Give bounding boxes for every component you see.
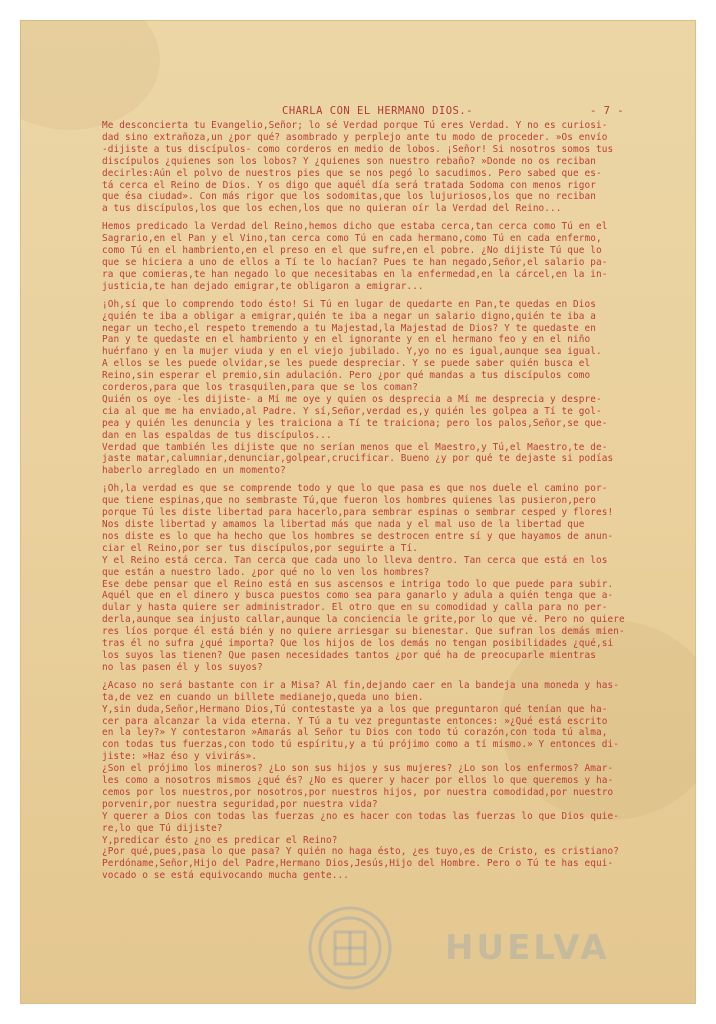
text-line: ¿Son el prójimo los mineros? ¿Lo son sus hijos y sus mujeres? ¿Lo son los enfermos? Amar-: [102, 763, 614, 775]
text-line: res líos porque él está bién y no quiere arriesgar su bienestar. Que sufran los demás mien-: [102, 626, 625, 638]
paragraph: [102, 680, 676, 882]
text-line: Y,sin duda,Señor,Hermano Dios,Tú contestaste ya a los que preguntaron qué tenían que ha-: [102, 703, 608, 715]
paragraph: [102, 299, 676, 478]
paragraph: [102, 221, 676, 292]
text-line: jaste matar,calumniar,denunciar,golpear,crucificar. Bueno ¿y por qué te dejaste si podías: [102, 453, 614, 465]
text-line: dular y hasta quiere ser administrador. El otro que en su comodidad y calla para no per-: [102, 602, 608, 614]
document-body: [102, 120, 676, 888]
text-line: ¡Oh,sí que lo comprendo todo ésto! Si Tú en lugar de quedarte en Pan,te quedas en Dios: [102, 298, 597, 310]
text-line: Verdad que también les dijiste que no serían menos que el Maestro,y Tú,el Maestro,te de-: [102, 441, 608, 453]
paper-stain: [20, 20, 160, 130]
watermark-text: HUELVA: [445, 928, 610, 968]
text-line: haberlo arreglado en un momento?: [102, 465, 286, 477]
text-line: no las pasen él y los suyos?: [102, 661, 263, 673]
text-line: dad sino extrañoza,un ¿por qué? asombrado y perplejo ante tu modo de proceder. »Os envío: [102, 131, 608, 143]
text-line: negar un techo,el respeto tremendo a tu Majestad,la Majestad de Dios? Y te quedaste en: [102, 322, 597, 334]
text-line: tá cerca el Reino de Dios. Y os digo que aquél día será tratada Sodoma con menos rigor: [102, 179, 597, 191]
text-line: tras él no sufra ¿qué importa? Que los hijos de los demás no tengan posibilidades ¿qué,si: [102, 638, 614, 650]
text-line: ¡Oh,la verdad es que se comprende todo y que lo que pasa es que nos duele el camino por-: [102, 483, 608, 495]
archive-seal-icon: [305, 900, 395, 996]
text-line: ¿quién te iba a obligar a emigrar,quién te iba a negar un salario digno,quién te iba a: [102, 310, 597, 322]
text-line: Hemos predicado la Verdad del Reino,hemos dicho que estaba cerca,tan cerca como Tú en el: [102, 221, 608, 233]
text-line: vocado o se está equivocando mucha gente...: [102, 870, 350, 882]
text-line: Sagrario,en el Pan y el Vino,tan cerca como Tú en cada hermano,como Tú en cada enfermo,: [102, 233, 602, 245]
text-line: porque Tú les diste libertad para hacerlo,para sembrar espinas o sembrar cesped y flores!: [102, 507, 614, 519]
paragraph: [102, 483, 676, 674]
text-line: Aquél que en el dinero y busca puestos como sea para ganarlo y adula a quién tenga que a-: [102, 590, 614, 602]
text-line: Quién os oye -les dijiste- a Mí me oye y quien os desprecia a Mí me desprecia y despre-: [102, 393, 602, 405]
text-line: ¿Por qué,pues,pasa lo que pasa? Y quién no haga ésto, ¿es tuyo,es de Cristo, es cristiano?: [102, 846, 619, 858]
text-line: ¿Acaso no será bastante con ir a Misa? Al fin,dejando caer en la bandeja una moneda y has-: [102, 679, 619, 691]
text-line: derla,aunque sea injusto callar,aunque la conciencia le grite,por lo que vé. Pero no quiere: [102, 614, 625, 626]
text-line: dan en las espaldas de tus discípulos...: [102, 429, 332, 441]
archive-watermark: [305, 900, 685, 1000]
text-line: cemos por los nuestros,por nosotros,por nuestros hijos, por nuestra comodidad,por nuestro: [102, 786, 614, 798]
text-line: Me desconcierta tu Evangelio,Señor; lo sé Verdad porque Tú eres Verdad. Y no es curiosi-: [102, 120, 608, 131]
text-line: Y el Reino está cerca. Tan cerca que cada uno lo lleva dentro. Tan cerca que está en los: [102, 554, 608, 566]
text-line: Y querer a Dios con todas las fuerzas ¿no es hacer con todas las fuerzas lo que Dios quie-: [102, 810, 619, 822]
text-line: cia al que me ha enviado,al Padre. Y sí,Señor,verdad es,y quién les golpea a Tí te gol-: [102, 405, 602, 417]
text-line: pea y quién les denuncia y les traiciona a Tí te traiciona; pero los palos,Señor,se que-: [102, 417, 608, 429]
text-line: ra que comieras,te han negado lo que necesitabas en la enfermedad,en la cárcel,en la in-: [102, 268, 608, 280]
text-line: Ese debe pensar que el Reino está en sus ascensos e intriga todo lo que puede para subir.: [102, 578, 614, 590]
text-line: discípulos ¿quienes son los lobos? Y ¿quienes son nuestro rebaño? »Donde no os reciban: [102, 155, 597, 167]
document-page: [20, 20, 696, 1004]
document-title: CHARLA CON EL HERMANO DIOS.-: [282, 105, 474, 117]
text-line: nos diste es lo que ha hecho que los hombres se destrocen entre sí y que hayamos de anun-: [102, 530, 614, 542]
text-line: les como a nosotros mismos ¿qué és? ¿No es querer y hacer por ellos lo que queremos y ha-: [102, 775, 614, 787]
text-line: ciar el Reino,por ser tus discípulos,por seguirte a Tí.: [102, 542, 418, 554]
text-line: cer para alcanzar la vida eterna. Y Tú a tu vez preguntaste entonces: »¿Qué está escrito: [102, 715, 608, 727]
text-line: como Tú en el hambriento,en el preso en el que sufre,en el pobre. ¿No dijiste Tú que lo: [102, 245, 602, 257]
text-line: que tiene espinas,que no sembraste Tú,que fueron los hombres quienes las pusieron,pero: [102, 495, 597, 507]
text-line: que ésa ciudad». Con más rigor que los sodomitas,que los lujuriosos,los que no reciban: [102, 191, 597, 203]
text-line: en la ley?» Y contestaron »Amarás al Señor tu Dios con todo tú corazón,con toda tú alma,: [102, 727, 608, 739]
text-line: porvenir,por nuestra seguridad,por nuestra vida?: [102, 798, 378, 810]
text-line: que están a nuestro lado. ¿por qué no lo ven los hombres?: [102, 566, 430, 578]
page-number: - 7 -: [590, 105, 625, 117]
text-line: a tus discípulos,los que los echen,los que no quieran oír la Verdad del Reino...: [102, 203, 562, 215]
text-line: Reino,sin esperar el premio,sin adulación. Pero ¿por qué mandas a tus discípulos como: [102, 370, 591, 382]
text-line: justicia,te han dejado emigrar,te obligaron a emigrar...: [102, 280, 424, 292]
text-line: huérfano y en la mujer viuda y en el viejo jubilado. Y,yo no es igual,aunque sea igual.: [102, 346, 602, 358]
paragraph: [102, 120, 676, 215]
text-line: decirles:Aún el polvo de nuestros pies que se nos pegó lo sacudimos. Pero sabed que es-: [102, 167, 602, 179]
text-line: los suyos las tienen? Que pasen necesidades tantos ¿por qué ha de preocuparle mientras: [102, 649, 597, 661]
text-line: ta,de vez en cuando un billete medianejo,queda uno bien.: [102, 691, 424, 703]
text-line: que se hiciera a uno de ellos a Tí te lo hacían? Pues te han negado,Señor,el salario pa-: [102, 256, 608, 268]
text-line: re,lo que Tú dijiste?: [102, 822, 223, 834]
text-line: -dijiste a tus discípulos- como corderos en medio de lobos. ¡Señor! Si nosotros somos tus: [102, 143, 614, 155]
text-line: corderos,para que los trasquilen,para que se los coman?: [102, 382, 418, 394]
text-line: Perdóname,Señor,Hijo del Padre,Hermano Dios,Jesús,Hijo del Hombre. Pero o Tú te has equi-: [102, 858, 614, 870]
text-line: Pan y te quedaste en el hambriento y en el ignorante y en el hermano feo y en el niño: [102, 334, 591, 346]
text-line: jiste: »Haz éso y vivirás».: [102, 751, 258, 763]
text-line: con todas tus fuerzas,con todo tú espíritu,y a tú prójimo como a tí mismo.» Y entonces di-: [102, 739, 619, 751]
text-line: Y,predicar ésto ¿no es predicar el Reino?: [102, 834, 338, 846]
text-line: Nos diste libertad y amamos la libertad más que nada y el mal uso de la libertad que: [102, 519, 585, 530]
text-line: A ellos se les puede olvidar,se les puede despreciar. Y se puede saber quién busca el: [102, 358, 591, 370]
